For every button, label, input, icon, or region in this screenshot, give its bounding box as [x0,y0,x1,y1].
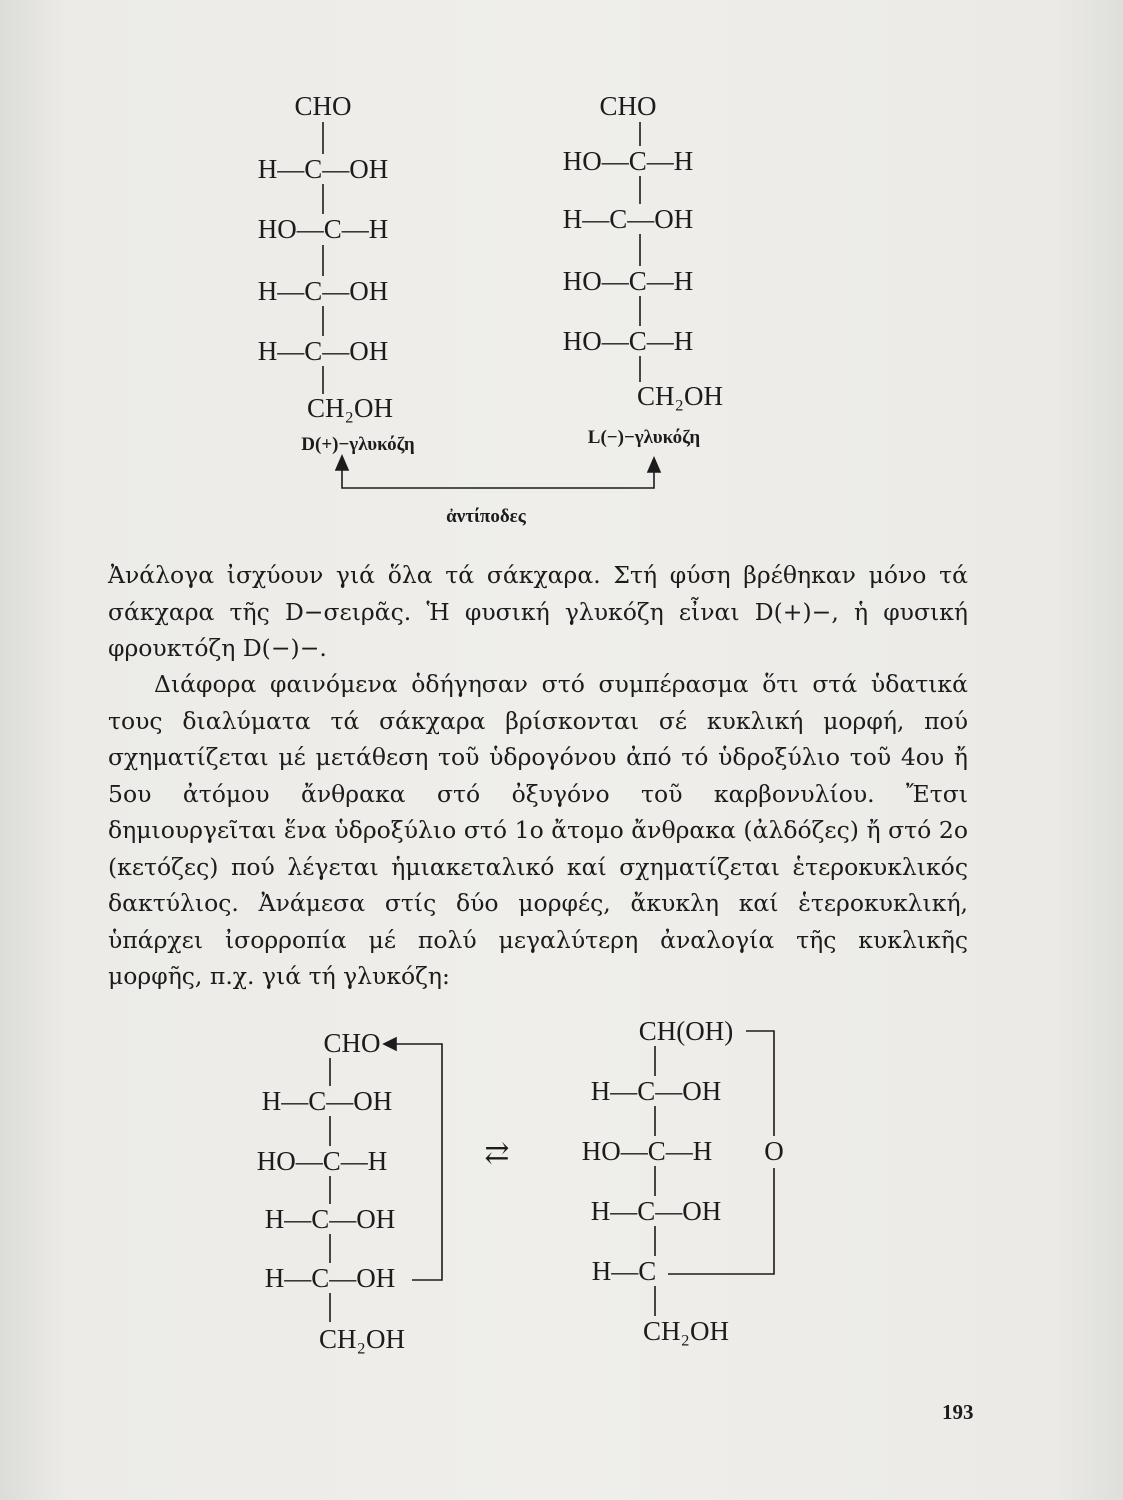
l-row-2: HO—C—H [562,146,694,176]
cyclic-row-1: CH(OH) [638,1016,734,1046]
open-chain-bonds [330,1038,442,1322]
l-glucose-formula [563,91,723,448]
d-row-2: H—C—OH [257,154,389,184]
cyclic-row-6: CH₂OH [643,1316,729,1346]
l-glucose-label: L(−)−γλυκόζη [587,427,701,448]
d-glucose-label: D(+)−γλυκόζη [301,434,415,455]
open-chain-glucose [257,1028,442,1354]
open-row-6: CH₂OH [319,1324,405,1354]
cyclic-row-4: H—C—OH [590,1196,722,1226]
l-row-3: H—C—OH [562,204,694,234]
open-row-4: H—C—OH [264,1204,396,1234]
ring-oxygen: O [764,1136,784,1166]
d-row-5: H—C—OH [257,336,389,366]
page-number: 193 [942,1400,974,1424]
d-glucose-formula [258,91,415,455]
cyclic-row-2: H—C—OH [590,1076,722,1106]
equilibrium-arrows: ⇄ [484,1137,510,1170]
l-row-5: HO—C—H [562,326,694,356]
l-row-6: CH₂OH [637,381,723,411]
open-row-1: CHO [323,1028,381,1058]
l-row-4: HO—C—H [562,266,694,296]
d-l-glucose-projections [0,0,1123,560]
d-row-4: H—C—OH [257,276,389,306]
cyclic-bonds [655,1031,774,1316]
paragraph-cyclic-form: Διάφορα φαινόμενα ὁδήγησαν στό συμπέρασμα ὅτι στά ὑδατικά τους διαλύματα τά σάκχαρα βρίσκονται σέ κυκλική μορφή, πού σχηματίζεται μέ μετάθεση τοῦ ὑδρογόνου ἀπό τό ὑδροξύλιο τοῦ 4ου ἤ 5ου ἀτόμου ἄνθρακα στό ὀξυγόνο τοῦ καρβονυλίου. Ἔτσι δημιουργεῖται ἕνα ὑδροξύλιο στό 1ο ἄτομο ἄνθρακα (ἀλδόζες) ἤ στό 2ο (κετόζες) πού λέγεται ἡμιακεταλικό καί σχηματίζεται ἑτεροκυκλικός δακτύλιος. Ἀνάμεσα στίς δύο μορφές, ἄκυκλη καί ἑτεροκυκλική, ὑπάρχει ἰσορροπία μέ πολύ μεγαλύτερη ἀναλογία τῆς κυκλικῆς μορφῆς, π.χ. γιά τή γλυκόζη: [108,670,968,990]
open-row-2: H—C—OH [261,1086,393,1116]
d-row-1: CHO [294,91,352,121]
open-row-5: H—C—OH [264,1263,396,1293]
enantiomers-label: ἀντίποδες [446,506,526,527]
l-row-1: CHO [599,91,657,121]
d-row-3: HO—C—H [257,214,389,244]
open-row-3: HO—C—H [256,1146,388,1176]
cyclic-row-3: HO—C—H [581,1136,713,1166]
cyclic-row-5: H—C [591,1256,657,1286]
d-row-6: CH₂OH [307,393,393,423]
enantiomer-bracket [336,456,660,488]
paragraph-sugars-d-series: Ἀνάλογα ἰσχύουν γιά ὅλα τά σάκχαρα. Στή φύση βρέθηκαν μόνο τά σάκχαρα τῆς D−σειρᾶς. Ἡ φυσική γλυκόζη εἶναι D(+)−, ἡ φυσική φρουκτόζη D(−)−. [108,561,968,662]
cyclic-glucose [582,1016,784,1346]
